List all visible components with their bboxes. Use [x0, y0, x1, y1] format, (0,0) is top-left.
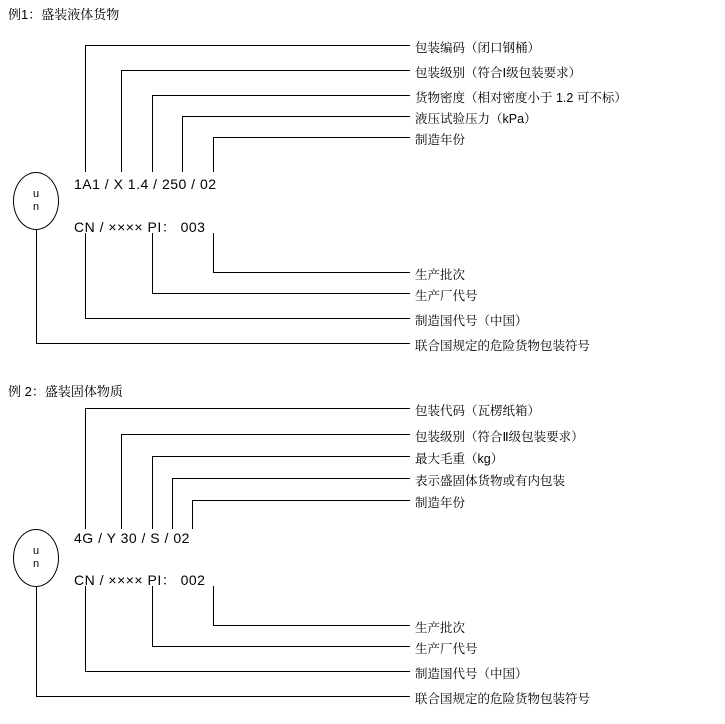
leader-line-lower-4: [36, 343, 410, 344]
example-1-lower-label-1: 生产批次: [415, 268, 466, 282]
riser-lower-3: [85, 233, 86, 318]
example-2-upper-label-5: 制造年份: [415, 496, 466, 510]
riser2-lower-3: [85, 586, 86, 671]
riser2-upper-4: [172, 478, 173, 529]
leader-line-upper-3: [152, 95, 410, 96]
riser2-upper-1: [85, 408, 86, 529]
riser2-upper-2: [121, 434, 122, 529]
leader-line2-upper-4: [172, 478, 410, 479]
leader-line-lower-2: [152, 293, 410, 294]
riser-upper-1: [85, 45, 86, 172]
riser-lower-4: [36, 230, 37, 343]
example-2-lower-label-1: 生产批次: [415, 621, 466, 635]
example-2-lower-label-2: 生产厂代号: [415, 642, 478, 656]
example-1-code-line-1: 1A1 / X 1.4 / 250 / 02: [74, 176, 217, 192]
riser-upper-3: [152, 95, 153, 172]
leader-line2-upper-1: [85, 408, 410, 409]
leader-line2-lower-2: [152, 646, 410, 647]
example-1-code-line-2: CN / ×××× PI： 003: [74, 219, 206, 235]
example-1-upper-label-4: 液压试验压力（kPa）: [415, 112, 537, 126]
un-symbol-top-letter-2: u: [32, 545, 40, 558]
leader-line-upper-5: [213, 137, 410, 138]
leader-line-lower-1: [213, 272, 410, 273]
riser-upper-4: [182, 116, 183, 172]
leader-line2-upper-3: [152, 456, 410, 457]
leader-line2-lower-1: [213, 625, 410, 626]
un-packaging-symbol-1: [13, 172, 59, 230]
example-1-lower-label-4: 联合国规定的危险货物包装符号: [415, 339, 591, 353]
un-symbol-top-letter-1: u: [32, 188, 40, 201]
leader-line2-upper-5: [192, 500, 410, 501]
un-symbol-bottom-letter-2: n: [32, 558, 40, 570]
riser2-lower-4: [36, 587, 37, 696]
example-2-code-line-2: CN / ×××× PI： 002: [74, 572, 206, 588]
example-2-upper-label-4: 表示盛固体货物或有内包装: [415, 474, 566, 488]
example-1-upper-label-1: 包装编码（闭口钢桶）: [415, 41, 541, 55]
leader-line-upper-2: [121, 70, 410, 71]
riser-lower-2: [152, 233, 153, 293]
example-2-lower-label-4: 联合国规定的危险货物包装符号: [415, 692, 591, 706]
un-packaging-symbol-2: [13, 529, 59, 587]
riser2-lower-1: [213, 586, 214, 625]
riser-upper-5: [213, 137, 214, 172]
example-1-lower-label-3: 制造国代号（中国）: [415, 314, 528, 328]
example-2-upper-label-2: 包装级别（符合Ⅱ级包装要求）: [415, 430, 584, 444]
riser2-lower-2: [152, 586, 153, 646]
example-2-lower-label-3: 制造国代号（中国）: [415, 667, 528, 681]
leader-line2-upper-2: [121, 434, 410, 435]
riser-upper-2: [121, 70, 122, 172]
example-2-upper-label-1: 包装代码（瓦楞纸箱）: [415, 404, 541, 418]
riser2-upper-5: [192, 500, 193, 529]
riser2-upper-3: [152, 456, 153, 529]
leader-line-lower-3: [85, 318, 410, 319]
example-1-title: 例1：盛装液体货物: [8, 7, 120, 22]
example-2-title: 例 2：盛装固体物质: [8, 384, 123, 399]
leader-line-upper-1: [85, 45, 410, 46]
riser-lower-1: [213, 233, 214, 272]
example-1-lower-label-2: 生产厂代号: [415, 289, 478, 303]
leader-line2-lower-3: [85, 671, 410, 672]
example-1-upper-label-2: 包装级别（符合Ⅰ级包装要求）: [415, 66, 582, 80]
leader-line-upper-4: [182, 116, 410, 117]
example-1-upper-label-3: 货物密度（相对密度小于 1.2 可不标）: [415, 91, 627, 105]
un-symbol-bottom-letter-1: n: [32, 201, 40, 213]
example-1-upper-label-5: 制造年份: [415, 133, 466, 147]
leader-line2-lower-4: [36, 696, 410, 697]
example-2-upper-label-3: 最大毛重（kg）: [415, 452, 504, 466]
example-2-code-line-1: 4G / Y 30 / S / 02: [74, 530, 190, 546]
